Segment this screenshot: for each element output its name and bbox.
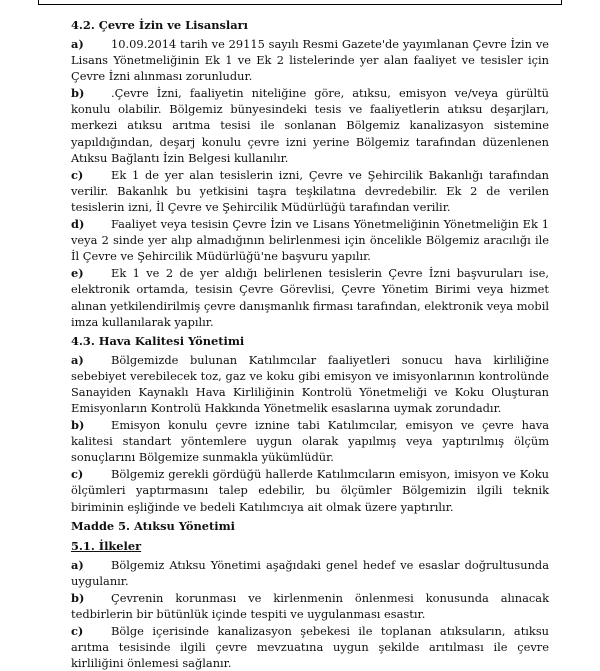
paragraph-s51-2 xyxy=(71,623,549,671)
item-marker: b) xyxy=(71,86,85,101)
item-marker: c) xyxy=(71,467,84,482)
item-text: Bölgemiz Atıksu Yönetimi aşağıdaki genel hedef ve esaslar doğrultusunda uygulanır. xyxy=(71,557,549,588)
item-marker: a) xyxy=(71,352,84,367)
item-text: Faaliyet veya tesisin Çevre İzin ve Lisans Yönetmeliğinin Yönetmeliğin Ek 1 veya 2 sinde yer alıp almadığının belirlenmesi için öncelikle Bölgemiz aracılığı ile İl Çevre ve Şehircilik Müdürlüğü'ne başvuru yapılır. xyxy=(71,217,549,264)
item-marker: e) xyxy=(71,266,84,281)
item-text: 10.09.2014 tarih ve 29115 sayılı Resmi Gazete'de yayımlanan Çevre İzin ve Lisans Yönetmeliğinin Ek 1 ve Ek 2 listelerinde yer alan faaliyet ve tesisler için Çevre İzni alınması zorunludur. xyxy=(71,37,549,84)
paragraph-s42-1 xyxy=(71,85,549,165)
item-marker: d) xyxy=(71,217,85,232)
item-text: Emisyon konulu çevre iznine tabi Katılımcılar, emisyon ve çevre hava kalitesi standart yöntemlere uygun olarak yapılmış veya yaptırılmış ölçüm sonuçlarını Bölgemize sunmakla yükümlüdür. xyxy=(71,418,549,465)
section-heading-s43: 4.3. Hava Kalitesi Yönetimi xyxy=(71,333,245,348)
item-marker: c) xyxy=(71,167,84,182)
section-heading-m5: Madde 5. Atıksu Yönetimi xyxy=(71,518,236,533)
section-heading-s51: 5.1. İlkeler xyxy=(71,538,142,553)
item-text: Bölge içerisinde kanalizasyon şebekesi ile toplanan atıksuların, atıksu arıtma tesisinde ilgili çevre mevzuatına uygun şekilde arıtılması ile çevre kirliliğini önlemesi sağlanır. xyxy=(71,624,549,671)
item-marker: b) xyxy=(71,418,85,433)
item-text: Ek 1 de yer alan tesislerin izni, Çevre ve Şehircilik Bakanlığı tarafından verilir. Bakanlık bu yetkisini taşra teşkilatına devredebilir. Ek 2 de verilen tesislerin izni, İl Çevre ve Şehircilik Müdürlüğü tarafından verilir. xyxy=(71,167,549,214)
item-marker: a) xyxy=(71,37,84,51)
paragraph-s51-1 xyxy=(71,590,549,622)
item-marker: a) xyxy=(71,557,84,572)
document-body xyxy=(71,14,549,671)
item-text: Ek 1 ve 2 de yer aldığı belirlenen tesislerin Çevre İzni başvuruları ise, elektronik ortamda, tesisin Çevre Görevlisi, Çevre Yönetim Birimi veya hizmet alınan yetkilendirilmiş çevre danışmanlık firması tarafından, elektronik veya mobil imza kullanılarak yapılır. xyxy=(71,266,549,329)
section-heading-s42: 4.2. Çevre İzin ve Lisansları xyxy=(71,18,248,32)
item-marker: b) xyxy=(71,590,85,605)
paragraph-s42-2 xyxy=(71,167,549,215)
paragraph-s42-3 xyxy=(71,216,549,264)
page-header-frame xyxy=(38,0,562,5)
item-marker: c) xyxy=(71,624,84,638)
item-text: .Çevre İzni, faaliyetin niteliğine göre, atıksu, emisyon ve/veya gürültü konulu olabilir. Bölgemiz bünyesindeki tesis ve faaliyetlerin atıksu deşarjları, merkezi atıksu arıtma tesisi ile sonlanan Bölgemiz kanalizasyon sistemine yapıldığından, deşarj konulu çevre izni yerine Bölgemiz tarafından düzenlenen Atıksu Bağlantı İzin Belgesi kullanılır. xyxy=(71,86,549,165)
paragraph-s43-2 xyxy=(71,466,549,514)
paragraph-s42-0 xyxy=(71,36,549,84)
item-text: Çevrenin korunması ve kirlenmenin önlenmesi konusunda alınacak tedbirlerin bir bütünlük içinde tespiti ve uygulanması esastır. xyxy=(71,590,549,621)
item-text: Bölgemizde bulunan Katılımcılar faaliyetleri sonucu hava kirliliğine sebebiyet verebilecek toz, gaz ve koku gibi emisyon ve imisyonlarının kontrolünde Sanayiden Kaynaklı Hava Kirliliğinin Kontrolü Yönetmeliği ve Koku Oluşturan Emisyonların Kontrolü Hakkında Yönetmelik esaslarına uymak zorundadır. xyxy=(71,352,549,415)
paragraph-s42-4 xyxy=(71,265,549,329)
paragraph-s43-0 xyxy=(71,352,549,416)
paragraph-s51-0 xyxy=(71,557,549,589)
paragraph-s43-1 xyxy=(71,417,549,465)
item-text: Bölgemiz gerekli gördüğü hallerde Katılımcıların emisyon, imisyon ve Koku ölçümleri yaptırmasını talep edebilir, bu ölçümler Bölgemizin ilgili teknik biriminin eşliğinde ve bedeli Katılımcıya ait olmak üzere yaptırılır. xyxy=(71,467,549,514)
